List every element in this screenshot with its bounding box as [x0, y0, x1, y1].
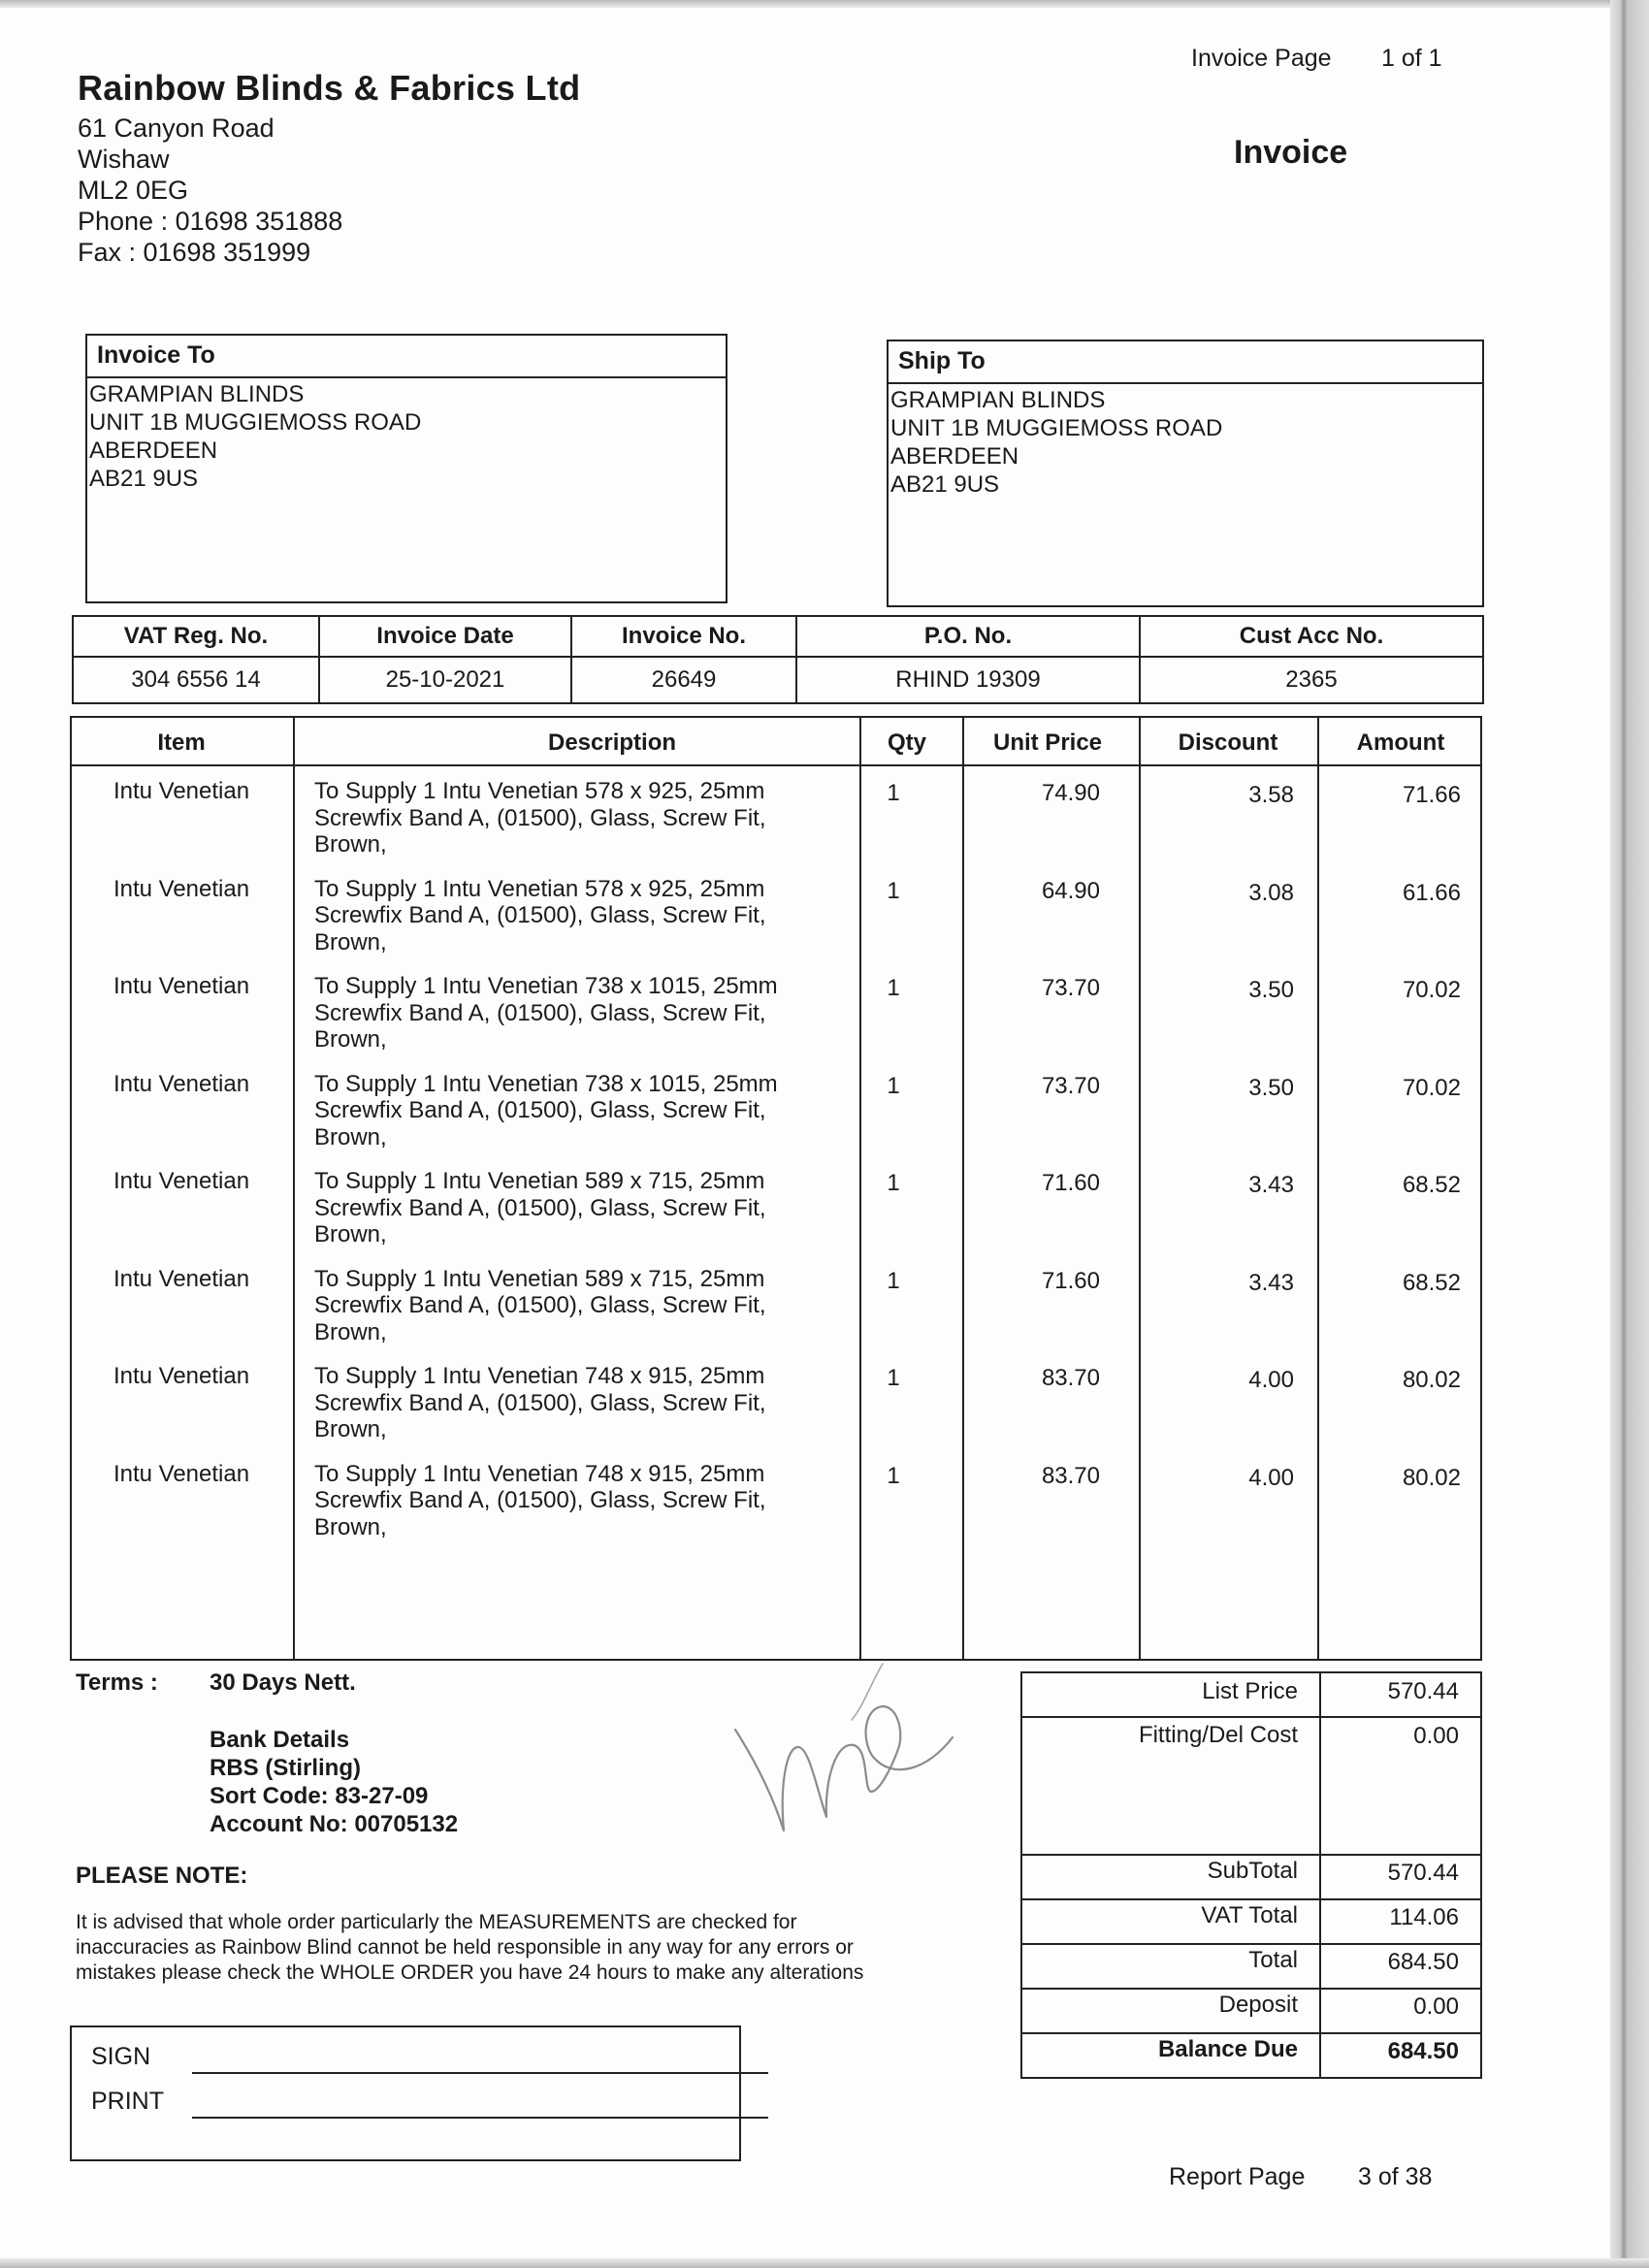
description-line: Screwfix Band A, (01500), Glass, Screw Fit, — [314, 999, 766, 1026]
report-page-label: Report Page — [1169, 2163, 1306, 2190]
description-line: To Supply 1 Intu Venetian 738 x 1015, 25mm — [314, 973, 778, 999]
invoice-to-line: AB21 9US — [89, 466, 199, 492]
item-name-cell: Intu Venetian — [113, 973, 250, 999]
table-row — [72, 961, 1480, 1058]
invoice-to-line: GRAMPIAN BLINDS — [89, 381, 305, 407]
please-note-title: PLEASE NOTE: — [76, 1863, 248, 1889]
company-phone: Phone : 01698 351888 — [78, 207, 343, 236]
invoice-to-line: ABERDEEN — [89, 437, 218, 464]
description-line: To Supply 1 Intu Venetian 748 x 915, 25mm — [314, 1460, 765, 1487]
discount-cell: 3.43 — [1248, 1269, 1294, 1296]
table-row — [72, 1059, 1480, 1156]
meta-value-vat: 304 6556 14 — [73, 657, 319, 703]
description-line: Screwfix Band A, (01500), Glass, Screw Fit, — [314, 902, 766, 928]
please-note-line: mistakes please check the WHOLE ORDER you have 24 hours to make any alterations — [76, 1961, 864, 1984]
subtotal-value: 570.44 — [1387, 1860, 1459, 1886]
description-cell — [314, 1071, 896, 1151]
discount-cell: 4.00 — [1248, 1464, 1294, 1491]
description-line: Brown, — [314, 1318, 387, 1345]
ship-to-line: UNIT 1B MUGGIEMOSS ROAD — [890, 415, 1223, 441]
please-note-line: inaccuracies as Rainbow Blind cannot be held responsible in any way for any errors or — [76, 1936, 854, 1959]
table-row — [72, 766, 1480, 863]
description-line: Screwfix Band A, (01500), Glass, Screw Fit, — [314, 1097, 766, 1123]
ship-to-line: ABERDEEN — [890, 443, 1019, 470]
description-line: Brown, — [314, 928, 387, 956]
item-name-cell: Intu Venetian — [113, 1460, 250, 1487]
invoice-to-box — [85, 334, 728, 603]
scan-edge-bottom — [0, 2258, 1649, 2268]
scan-edge-top — [0, 0, 1649, 8]
items-header-item: Item — [157, 729, 206, 756]
fitting-del-cost-label: Fitting/Del Cost — [1138, 1722, 1298, 1748]
unit-price-cell: 73.70 — [1041, 975, 1100, 1001]
description-cell — [314, 1363, 896, 1443]
totals-row-list-price — [1022, 1673, 1480, 1716]
items-header-unit-price: Unit Price — [992, 729, 1103, 756]
amount-cell: 68.52 — [1402, 1172, 1461, 1198]
description-line: To Supply 1 Intu Venetian 589 x 715, 25mm — [314, 1168, 765, 1194]
balance-due-value: 684.50 — [1387, 2038, 1459, 2064]
list-price-value: 570.44 — [1387, 1678, 1459, 1704]
total-label: Total — [1248, 1947, 1298, 1973]
please-note-text — [76, 1910, 968, 1986]
meta-header-vat: VAT Reg. No. — [73, 616, 319, 657]
handwritten-initials — [728, 1625, 970, 1848]
item-name-cell: Intu Venetian — [113, 875, 250, 902]
description-line: To Supply 1 Intu Venetian 738 x 1015, 25mm — [314, 1070, 778, 1097]
discount-cell: 3.50 — [1248, 1074, 1294, 1101]
items-header-description: Description — [547, 729, 677, 756]
description-line: Screwfix Band A, (01500), Glass, Screw Fit, — [314, 804, 766, 831]
item-name-cell: Intu Venetian — [113, 1265, 250, 1292]
description-line: Brown, — [314, 1513, 387, 1540]
please-note-line: It is advised that whole order particularly the MEASUREMENTS are checked for — [76, 1911, 797, 1933]
ship-to-address — [889, 384, 1482, 499]
totals-row-total — [1022, 1945, 1480, 1988]
totals-row-vat — [1022, 1900, 1480, 1943]
company-address-line-2: Wishaw — [78, 145, 170, 174]
bank-account-no: Account No: 00705132 — [210, 1811, 459, 1837]
table-row — [72, 1449, 1480, 1546]
description-line: To Supply 1 Intu Venetian 578 x 925, 25mm — [314, 778, 765, 804]
report-page-value: 3 of 38 — [1358, 2163, 1433, 2190]
description-line: To Supply 1 Intu Venetian 748 x 915, 25mm — [314, 1363, 765, 1389]
discount-cell: 3.43 — [1248, 1172, 1294, 1198]
meta-value-invoice-no: 26649 — [571, 657, 796, 703]
qty-cell: 1 — [887, 1267, 900, 1294]
description-cell — [314, 1266, 896, 1346]
totals-box — [1020, 1671, 1482, 2079]
ship-to-line: AB21 9US — [890, 471, 1000, 498]
qty-cell: 1 — [887, 1170, 900, 1196]
amount-cell: 71.66 — [1402, 782, 1461, 808]
item-name-cell: Intu Venetian — [113, 1168, 250, 1194]
description-line: Brown, — [314, 1123, 387, 1150]
document-title: Invoice — [1234, 134, 1348, 171]
signature-box — [70, 2025, 741, 2161]
description-line: Brown, — [314, 1416, 387, 1442]
terms-value: 30 Days Nett. — [210, 1669, 356, 1696]
meta-value-cust-acc: 2365 — [1140, 657, 1483, 703]
table-row — [72, 1351, 1480, 1448]
meta-header-date: Invoice Date — [319, 616, 571, 657]
discount-cell: 3.58 — [1248, 782, 1294, 808]
totals-row-balance-due — [1022, 2034, 1480, 2079]
amount-cell: 80.02 — [1402, 1367, 1461, 1393]
ship-to-heading: Ship To — [889, 341, 1482, 384]
company-name: Rainbow Blinds & Fabrics Ltd — [78, 68, 581, 108]
scan-edge-right — [1610, 0, 1649, 2268]
amount-cell: 68.52 — [1402, 1269, 1461, 1296]
vat-total-label: VAT Total — [1201, 1902, 1298, 1928]
meta-value-date: 25-10-2021 — [319, 657, 571, 703]
description-cell — [314, 876, 896, 956]
terms-label: Terms : — [76, 1669, 158, 1696]
table-row — [72, 1254, 1480, 1351]
qty-cell: 1 — [887, 1462, 900, 1489]
unit-price-cell: 64.90 — [1041, 877, 1100, 904]
discount-cell: 3.50 — [1248, 977, 1294, 1003]
company-address-line-3: ML2 0EG — [78, 176, 189, 205]
qty-cell: 1 — [887, 1072, 900, 1099]
item-name-cell: Intu Venetian — [113, 1070, 250, 1097]
company-address-line-1: 61 Canyon Road — [78, 113, 275, 143]
fitting-del-cost-value: 0.00 — [1413, 1723, 1459, 1749]
description-cell — [314, 973, 896, 1053]
description-line: Screwfix Band A, (01500), Glass, Screw Fit, — [314, 1194, 766, 1221]
bank-name: RBS (Stirling) — [210, 1755, 361, 1781]
meta-header-invoice-no: Invoice No. — [571, 616, 796, 657]
item-name-cell: Intu Venetian — [113, 778, 250, 804]
qty-cell: 1 — [887, 877, 900, 904]
company-fax: Fax : 01698 351999 — [78, 238, 311, 267]
qty-cell: 1 — [887, 780, 900, 806]
balance-due-label: Balance Due — [1157, 2036, 1298, 2062]
items-table-header — [72, 718, 1480, 766]
items-header-discount: Discount — [1178, 729, 1278, 756]
unit-price-cell: 74.90 — [1041, 780, 1100, 806]
total-value: 684.50 — [1387, 1949, 1459, 1975]
qty-cell: 1 — [887, 975, 900, 1001]
meta-value-po-no: RHIND 19309 — [796, 657, 1140, 703]
print-label: PRINT — [91, 2088, 164, 2115]
bank-sort-code: Sort Code: 83-27-09 — [210, 1783, 429, 1809]
amount-cell: 70.02 — [1402, 977, 1461, 1003]
unit-price-cell: 71.60 — [1041, 1170, 1100, 1196]
unit-price-cell: 83.70 — [1041, 1365, 1100, 1391]
unit-price-cell: 83.70 — [1041, 1462, 1100, 1489]
description-line: Screwfix Band A, (01500), Glass, Screw Fit, — [314, 1292, 766, 1318]
description-line: To Supply 1 Intu Venetian 578 x 925, 25mm — [314, 875, 765, 902]
table-row — [72, 1156, 1480, 1253]
description-cell — [314, 1461, 896, 1541]
item-name-cell: Intu Venetian — [113, 1363, 250, 1389]
totals-row-fitting — [1022, 1718, 1480, 1854]
unit-price-cell: 73.70 — [1041, 1072, 1100, 1099]
ship-to-box — [887, 340, 1484, 607]
sign-line[interactable] — [192, 2072, 768, 2074]
ship-to-line: GRAMPIAN BLINDS — [890, 387, 1106, 413]
qty-cell: 1 — [887, 1365, 900, 1391]
meta-header-po-no: P.O. No. — [796, 616, 1140, 657]
discount-cell: 4.00 — [1248, 1367, 1294, 1393]
description-line: Brown, — [314, 1221, 387, 1247]
description-line: To Supply 1 Intu Venetian 589 x 715, 25mm — [314, 1265, 765, 1292]
invoice-meta-table — [72, 615, 1484, 704]
sign-label: SIGN — [91, 2043, 151, 2070]
amount-cell: 80.02 — [1402, 1464, 1461, 1491]
table-row — [72, 864, 1480, 961]
invoice-to-address — [87, 378, 726, 493]
description-line: Brown, — [314, 831, 387, 858]
items-table — [70, 716, 1482, 1661]
print-line[interactable] — [192, 2117, 768, 2119]
subtotal-label: SubTotal — [1207, 1858, 1298, 1884]
deposit-value: 0.00 — [1413, 1993, 1459, 2020]
deposit-label: Deposit — [1218, 1992, 1298, 2018]
description-line: Screwfix Band A, (01500), Glass, Screw Fit, — [314, 1389, 766, 1416]
items-header-amount: Amount — [1356, 729, 1445, 756]
totals-row-deposit — [1022, 1990, 1480, 2032]
amount-cell: 70.02 — [1402, 1074, 1461, 1101]
bank-details-heading: Bank Details — [210, 1727, 350, 1753]
invoice-to-line: UNIT 1B MUGGIEMOSS ROAD — [89, 409, 422, 436]
list-price-label: List Price — [1202, 1678, 1298, 1704]
invoice-to-heading: Invoice To — [87, 336, 726, 378]
description-cell — [314, 1168, 896, 1248]
invoice-page-label: Invoice Page — [1191, 45, 1332, 72]
invoice-page-value: 1 of 1 — [1381, 45, 1442, 72]
vat-total-value: 114.06 — [1389, 1904, 1459, 1930]
description-line: Brown, — [314, 1026, 387, 1053]
description-line: Screwfix Band A, (01500), Glass, Screw Fit, — [314, 1487, 766, 1513]
discount-cell: 3.08 — [1248, 879, 1294, 906]
items-header-qty: Qty — [887, 729, 926, 756]
unit-price-cell: 71.60 — [1041, 1267, 1100, 1294]
description-cell — [314, 778, 896, 859]
meta-header-cust-acc: Cust Acc No. — [1140, 616, 1483, 657]
totals-row-subtotal — [1022, 1856, 1480, 1898]
amount-cell: 61.66 — [1402, 879, 1461, 906]
